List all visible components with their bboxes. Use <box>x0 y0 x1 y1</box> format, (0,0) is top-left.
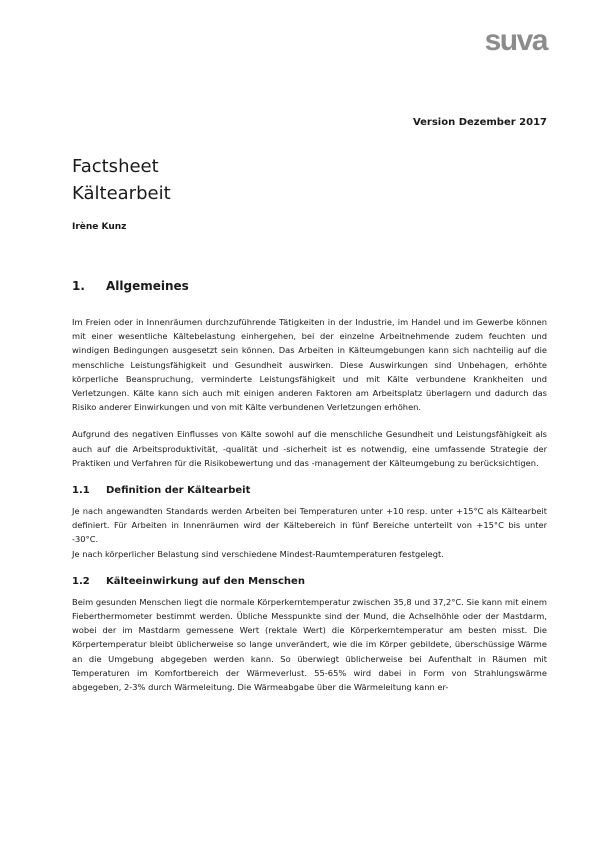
section-1-1-paragraph-2: Je nach körperlicher Belastung sind verschiedene Mindest-Raumtemperaturen festgelegt. <box>72 548 444 559</box>
section-1-heading <box>72 278 547 294</box>
version-label: Version Dezember 2017 <box>412 117 547 128</box>
section-1-2-heading <box>72 575 547 589</box>
section-1-1-heading <box>72 484 547 498</box>
section-1-2-paragraph: Beim gesunden Menschen liegt die normale Körperkerntemperatur zwischen 35,8 und 37,2°C. Sie kann mit einem Fieberthermometer bestimmt werden. Übliche Messpunkte sind der Mund, die Achselhöhle oder der Mastdarm, wobei der im Mastdarm gemessene Wert (rektale Wert) die Körperkerntemperatur am besten misst. Die Körpertemperatur bleibt üblicherweise so lange unverändert, wie die im Körper gebildete, überschüssige Wärme an die Umgebung abgegeben werden kann. So überwiegt üblicherweise bei Aufenthalt in Räumen mit Temperaturen im Komfortbereich der Wärmeverlust. 55-65% wird dabei in Form von Strahlungswärme abgegeben, 2-3% durch Wärmeleitung. Die Wärmeabgabe über die Wärmeleitung kann er- <box>72 596 547 693</box>
section-title: Allgemeines <box>106 279 189 293</box>
section-title: Kälteeinwirkung auf den Menschen <box>106 575 305 587</box>
title-line-2: Kältearbeit <box>72 183 171 204</box>
section-number: 1. <box>72 279 85 293</box>
section-1-1-paragraph: Je nach angewandten Standards werden Arbeiten bei Temperaturen unter +10 resp. unter +15°C als Kältearbeit definiert. Für Arbeiten in Innenräumen wird der Kältebereich in fünf Bereiche unterteilt von +15°C bis unter -30°C. <box>72 506 547 545</box>
document-body <box>72 278 547 694</box>
author-name: Irène Kunz <box>72 222 127 232</box>
section-1-paragraph-1: Im Freien oder in Innenräumen durchzuführende Tätigkeiten in der Industrie, im Handel und im Gewerbe können mit einer wesentliche Kältebelastung einhergehen, bei der einzelne Arbeitnehmende zudem feuchten und windigen Bedingungen ausgesetzt sein können. Das Arbeiten in Kälteumgebungen kann sich nachteilig auf die menschliche Leistungsfähigkeit und Gesundheit auswirken. Diese Auswirkungen sind Unbehagen, erhöhte körperliche Beanspruchung, verminderte Leistungsfähigkeit und mit Kälte verbundene Krankheiten und Verletzungen. Kälte kann sich auch mit einigen anderen Faktoren am Arbeitsplatz überlagern und dadurch das Risiko anderer Einwirkungen und von mit Kälte verbundenen Verletzungen erhöhen. <box>72 317 547 413</box>
section-1-paragraph-2: Aufgrund des negativen Einflusses von Kälte sowohl auf die menschliche Gesundheit und Leistungsfähigkeit als auch auf die Arbeitsproduktivität, -qualität und -sicherheit ist es notwendig, eine umfassende Strategie der Praktiken und Verfahren für die Risikobewertung und das -management der Kälteumgebung zu berücksichtigen. <box>72 429 547 468</box>
section-title: Definition der Kältearbeit <box>106 485 251 497</box>
title-line-1: Factsheet <box>72 156 159 177</box>
section-number: 1.2 <box>72 575 90 587</box>
section-number: 1.1 <box>72 485 90 497</box>
suva-logo: suva <box>484 24 547 57</box>
page-title <box>72 153 171 207</box>
